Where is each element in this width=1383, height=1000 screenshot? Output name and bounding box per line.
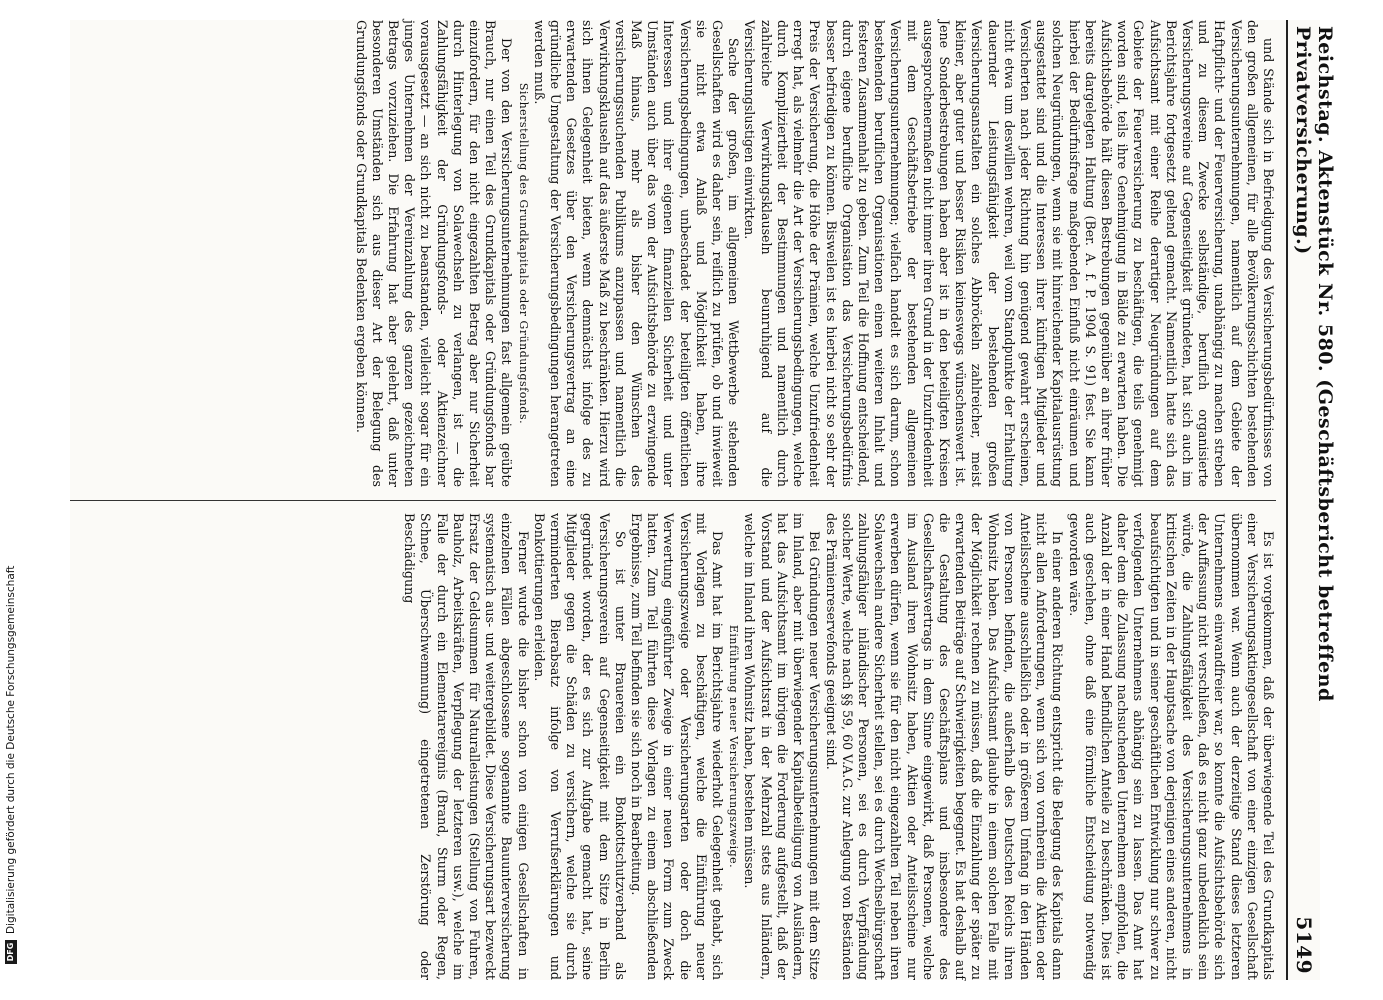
paragraph: Der von den Versicherungsunternehmungen fast allgemein geübte Brauch, nur einen Teil des Grundkapitals oder Gründungsfonds bar einzufordern, für den nicht eingezahlten Betrag aber nur Sicherheit durch Hinterlegung von Solawechseln zu verlangen, ist — die Zahlungsfähigkeit der Gründungsfonds- oder Aktienzeichner vorausgesetzt — an sich nicht zu beanstanden, vielleicht sogar für ein junges Unternehmen der Vereinzahlung des ganzen gezeichneten Betrags vorzuziehen. Die Erfahrung hat aber gelehrt, daß unter besonderen Umständen sich aus dieser Art der Belegung des Grundungsfonds oder Grundkapitals Bedenken ergeben können. xyxy=(353,20,515,487)
paragraph: Es ist vorgekommen, daß der überwiegende Teil des Grundkapitals einer Versicherungsaktiengesellschaft von einer einzigen Gesellschaft übernommen war. Wenn auch der derzeitige Stand dieses letzteren Unternehmens einwandfreier war, so konnte die Aufsichtsbehörde sich der Auffassung nicht verschließen, daß es nicht ganz unbedenklich sein würde, die Zahlungsfähigkeit des Versicherungsunternehmens in kritischen Zeiten in der Hauptsache von derjenigen eines anderen, nicht beaufsichtigten und in seiner geschäftlichen Entwicklung nur schwer zu verfolgenden Unternehmens abhängig sein zu lassen. Das Amt hat daher dem die Zulassung nachsuchenden Unternehmen empfohlen, die Anzahl der in einer Hand befindlichen Anteile zu beschränken. Dies ist auch geschehen, ohne daß eine förmliche Entscheidung notwendig geworden wäre. xyxy=(1066,513,1276,980)
text-columns xyxy=(70,20,1276,980)
rotated-page-content xyxy=(70,20,1336,980)
paragraph: In einer anderen Richtung entspricht die Belegung des Kapitals dann nicht allen Anforderungen, wenn sich von vornherein die Aktien oder Anteilsscheine ausschließlich oder in größerem Umfang in den Händen von Personen befinden, die außerhalb des Deutschen Reichs ihren Wohnsitz haben. Das Aufsichtsamt glaubte in einem solchen Falle mit der Möglichkeit rechnen zu müssen, daß die Einzahlung der später zu erwartenden Beiträge auf Schwierigkeiten begegnet. Es hat deshalb auf die Gestaltung des Geschäftsplans und insbesondere des Gesellschaftsvertrags in dem Sinne eingewirkt, daß Personen, welche im Ausland ihren Wohnsitz haben, Aktien oder Anteilsscheine nur erwerben dürfen, wenn sie für den nicht eingezahlten Teil neben ihren Solawechseln andere Sicherheit stellen, sei es durch Wechselbürgschaft zahlungsfähiger inländischer Personen, sei es durch Verpfändung solcher Werte, welche nach §§ 59, 60 V.A.G. zur Anlegung von Beständen des Prämienreservefonds geeignet sind. xyxy=(823,513,1066,980)
section-heading: Einführung neuer Versicherungszweige. xyxy=(727,624,741,869)
credit-text: Digitalisierung gefördert durch die Deutsche Forschungsgemeinschaft xyxy=(5,565,17,934)
paragraph: und Stände sich in Befriedigung des Versicherungsbedürfnisses von den großen allgemeinen, für alle Bevölkerungsschichten bestehenden Versicherungsunternehmungen, namentlich auf dem Gebiete der Haftpflicht- und der Feuerversicherung, unabhängig zu machen streben und zu diesem Zwecke selbständige, beruflich organisierte Versicherungsvereine auf Gegenseitigkeit gründeten, hat sich auch im Berichtsjahre fortgesetzt geltend gemacht. Namentlich hatte sich das Aufsichtsamt mit einer Reihe derartiger Neugründungen auf dem Gebiete der Feuerversicherung zu beschäftigen, die teils genehmigt worden sind, teils ihre Genehmigung in Bälde zu erwarten haben. Die Aufsichtsbehörde hält diesen Bestrebungen gegenüber an ihrer früher bereits dargelegten Haltung (Ber. A. f. P. 1904 S. 91) fest. Sie kann hierbei der Bedürfnisfrage maßgebenden Einfluß nicht einräumen und solchen Neugründungen, wenn sie mit hinreichender Kapitalausrüstung ausgestattet sind und die Interessen ihrer künftigen Mitglieder und Versicherten nach jeder Richtung hin genügend gewahrt erscheinen, nicht etwa um deswillen wehren, weil vom Standpunkte der Erhaltung dauernder Leistungsfähigkeit der bestehenden großen Versicherungsanstalten ein solches Abbröckeln zahlreicher, meist kleiner, aber guter und besser Risiken keineswegs wünschenswert ist. Jene Sonderbestrebungen haben aber ist in den beteiligten Kreisen ausgesprochenermaßen nicht immer ihren Grund in der Unzufriedenheit mit dem Geschäftsbetriebe der bestehenden allgemeinen Versicherungsunternehmungen; vielfach handelt es sich darum, schon bestehenden beruflichen Organisationen einen weiteren Inhalt und festeren Zusammenhalt zu geben. Zum Teil die Hoffnung entscheidend, durch eigene berufliche Organisation das Versicherungsbedürfnis besser befriedigen zu können. Bisweilen ist es hierbei nicht so sehr der Preis der Versicherung, die Höhe der Prämien, welche Unzufriedenheit erregt hat, als vielmehr die Art der Versicherungsbedingungen, welche durch Kompliziertheit der Bestimmungen und namentlich durch zahlreiche Verwirkungsklauseln beunruhigend auf die Versicherungslustigen einwirkten. xyxy=(742,20,1276,487)
scanned-page xyxy=(70,20,1336,980)
right-column xyxy=(70,513,1276,980)
paragraph: Bei Gründungen neuer Versicherungsunternehmungen mit dem Sitze im Inland, aber mit überwiegender Kapitalbeteiligung von Ausländern, hat das Aufsichtsamt im übrigen die Forderung aufgestellt, daß der Vorstand und der Aufsichtsrat in der Mehrzahl stets aus Inländern, welche im Inland ihren Wohnsitz haben, bestehen müssen. xyxy=(742,513,823,980)
paragraph: Sache der großen, im allgemeinen Wettbewerbe stehenden Gesellschaften wird es daher sein, reiflich zu prüfen, ob und inwieweit sie nicht etwa Anlaß und Möglichkeit haben, ihre Versicherungsbedingungen, unbeschadet der beteiligten öffentlichen Interessen und ihrer eigenen finanziellen Sicherheit und unter Umständen auch über das vom der Aufsichtsbehörde zu erzwingende Maß hinaus, mehr als bisher den Wünschen des versicherungssuchenden Publikums anzupassen und namentlich die Verwirkungsklauseln auf das äußerste Maß zu beschränken. Hierzu wird sich ihnen Gelegenheit bieten, wenn demnächst infolge des zu erwartenden Gesetzes über den Versicherungsvertrag an eine gründliche Umgestaltung der Versicherungsbedingungen herangetreten werden muß. xyxy=(531,20,742,487)
dfg-logo: DFG xyxy=(5,940,17,964)
digitization-credit xyxy=(0,0,22,1000)
paragraph: Ferner wurde die bisher schon von einigen Gesellschaften in einzelnen Fällen abgeschlossene sogenannte Bauunterversicherung systematisch aus- und weitergebildet. Diese Versicherungsart bezweckt Ersatz der Geldsummen für Naturalleistungen (Stellung von Fuhren, Bauholz, Arbeitskräften, Verpflegung der letzteren usw.), welche im Falle der durch ein Elementarereignis (Brand, Sturm oder Regen, Schnee, Überschwemmung) eingetretenen Zerstörung oder Beschädigung xyxy=(402,513,531,980)
page-number: 5149 xyxy=(1292,916,1316,974)
section-heading: Sicherstellung des Grundkapitals oder Gründungsfonds. xyxy=(516,82,530,425)
left-column xyxy=(70,20,1276,487)
digitization-credit-bar xyxy=(0,0,22,1000)
page-title: Reichstag. Aktenstück Nr. 580. (Geschäftsbericht betreffend Privatversicherung.) xyxy=(1292,26,1336,702)
page-header xyxy=(1286,20,1336,980)
paragraph: So ist unter Brauereien ein Bonkottschutzverband als Versicherungsverein auf Gegenseitigkeit mit dem Sitze in Berlin gegründet worden, der es sich zur Aufgabe gemacht hat, seine Mitglieder gegen die Schäden zu versichern, welche sie durch verminderten Bierabsatz infolge von Verrufserklärungen und Bonkottierungen erleiden. xyxy=(531,513,628,980)
paragraph: Das Amt hat im Berichtsjahre wiederholt Gelegenheit gehabt, sich mit Vorlagen zu beschäftigen, welche die Einführung neuer Versicherungszweige oder Versicherungsarten oder doch die Verwertung eingeführter Zweige in einer neuen Form zum Zweck hatten. Zum Teil führten diese Vorlagen zu einem abschließenden Ergebnisse, zum Teil befinden sie sich noch in Bearbeitung. xyxy=(629,513,726,980)
